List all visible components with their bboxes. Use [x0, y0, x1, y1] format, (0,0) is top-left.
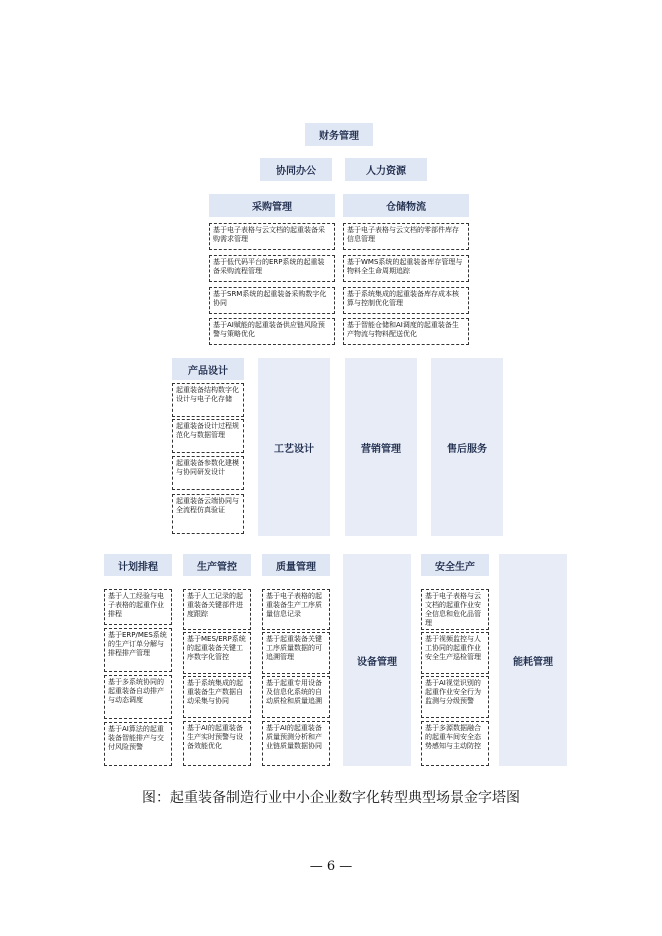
- procurement-header: 采购管理: [209, 194, 335, 217]
- production-control-header: 生产管控: [183, 554, 251, 576]
- product-design-header: 产品设计: [172, 358, 244, 380]
- figure-caption: 图：起重装备制造行业中小企业数字化转型典型场景金字塔图: [142, 790, 520, 806]
- planning-item-3: 基于多系统协同的起重装备自动排产与动态调度: [104, 675, 172, 719]
- collab-office-header: 协同办公: [260, 158, 332, 181]
- planning-item-4: 基于AI算法的起重装备智能排产与交付风险预警: [104, 722, 172, 766]
- warehouse-header: 仓储物流: [343, 194, 469, 217]
- quality-item-4: 基于AI的起重装备质量预测分析和产业链质量数据协同: [262, 721, 330, 766]
- warehouse-item-4: 基于智能仓储和AI调度的起重装备生产物流与物料配送优化: [343, 318, 469, 345]
- quality-header: 质量管理: [262, 554, 330, 576]
- procurement-item-4: 基于AI赋能的起重装备供应链风险预警与策略优化: [209, 318, 335, 345]
- procurement-item-3: 基于SRM系统的起重装备采购数字化协同: [209, 287, 335, 314]
- after-sales-column: 售后服务: [431, 358, 503, 536]
- procurement-item-1: 基于电子表格与云文档的起重装备采购需求管理: [209, 223, 335, 250]
- safety-item-4: 基于多源数据融合的起重车间安全态势感知与主动防控: [421, 721, 489, 766]
- product-design-item-3: 起重装备参数化建模与协同研发设计: [172, 456, 244, 490]
- production-control-item-1: 基于人工记录的起重装备关键部件进度跟踪: [183, 589, 251, 630]
- safety-item-2: 基于视频监控与人工协同的起重作业安全生产巡检管理: [421, 632, 489, 674]
- equipment-column: 设备管理: [343, 554, 411, 766]
- quality-item-3: 基于起重专用设备及信息化系统的自动质检和质量追溯: [262, 676, 330, 718]
- finance-header: 财务管理: [305, 123, 373, 146]
- planning-header: 计划排程: [104, 554, 172, 576]
- quality-item-2: 基于起重装备关键工序质量数据的可追溯管理: [262, 632, 330, 674]
- planning-item-2: 基于ERP/MES系统的生产订单分解与排程排产管理: [104, 628, 172, 672]
- production-control-item-3: 基于系统集成的起重装备生产数据自动采集与协同: [183, 676, 251, 718]
- warehouse-item-1: 基于电子表格与云文档的零部件库存信息管理: [343, 223, 469, 250]
- energy-column: 能耗管理: [499, 554, 567, 766]
- safety-item-3: 基于AI视觉识别的起重作业安全行为监测与分级预警: [421, 676, 489, 718]
- marketing-column: 营销管理: [345, 358, 417, 536]
- hr-header: 人力资源: [345, 158, 427, 181]
- planning-item-1: 基于人工经验与电子表格的起重作业排程: [104, 589, 172, 625]
- safety-item-1: 基于电子表格与云文档的起重作业安全信息和危化品管理: [421, 589, 489, 630]
- product-design-item-2: 起重装备设计过程规范化与数据管理: [172, 419, 244, 453]
- safety-header: 安全生产: [421, 554, 489, 576]
- procurement-item-2: 基于低代码平台的ERP系统的起重装备采购流程管理: [209, 255, 335, 282]
- warehouse-item-2: 基于WMS系统的起重装备库存管理与物料全生命周期追踪: [343, 255, 469, 282]
- product-design-item-4: 起重装备云端协同与全流程仿真验证: [172, 494, 244, 534]
- product-design-item-1: 起重装备结构数字化设计与电子化存储: [172, 383, 244, 417]
- production-control-item-2: 基于MES/ERP系统的起重装备关键工序数字化管控: [183, 632, 251, 674]
- page-number: — 6 —: [309, 859, 353, 874]
- process-design-column: 工艺设计: [258, 358, 330, 536]
- production-control-item-4: 基于AI的起重装备生产实时预警与设备效能优化: [183, 721, 251, 766]
- quality-item-1: 基于电子表格的起重装备生产工序质量信息记录: [262, 589, 330, 630]
- warehouse-item-3: 基于系统集成的起重装备库存成本核算与控制优化管理: [343, 287, 469, 314]
